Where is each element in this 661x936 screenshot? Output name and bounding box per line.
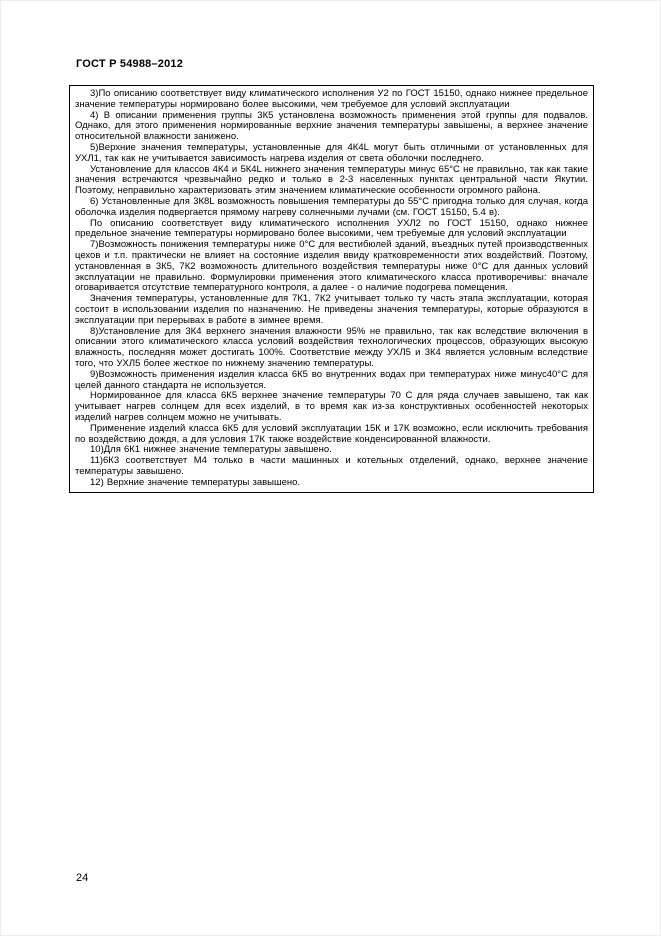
paragraph: По описанию соответствует виду климатического исполнения УХЛ2 по ГОСТ 15150, однако нижнее предельное значение температуры нормировано более высокими, чем требуемые для условий эксплуатации [75,217,588,240]
paragraph: 6) Установленные для 3К8L возможность повышения температуры до 55°С пригодна только для случая, когда оболочка изделия подвергается прямому нагреву солнечными лучами (см. ГОСТ 15150, 5.4 в). [75,195,588,218]
paragraph: 3)По описанию соответствует виду климатического исполнения У2 по ГОСТ 15150, однако нижнее предельное значение температуры нормировано более высокими, чем требуемое для условий эксплуатации [75,88,588,110]
paragraph: 5)Верхние значения температуры, установленные для 4К4L могут быть отличными от установленных для УХЛ1, так как не учитывается зависимость нагрева изделия от света оболочки последнего. [75,141,588,164]
paragraph: 4) В описании применения группы 3К5 установлена возможность применения этой группы для подвалов. Однако, для этого применения нормированные верхние значения температуры завышены, а верхнее значение относительной влажности занижено. [75,109,588,143]
paragraph: 8)Установление для 3К4 верхнего значения влажности 95% не правильно, так как вследствие включения в описании этого климатического класса условий воздействия технологических процессов, образующих высокую влажность, последняя может достигать 100%. Соответствие между УХЛ5 и 3К4 является условным вследствие того, что УХЛ5 более жесткое по нижнему значению температуры. [75,325,588,369]
paragraph: Значения температуры, установленные для 7К1, 7К2 учитывает только ту часть этапа эксплуатации, которая состоит в использовании изделия по назначению. Не приведены значения температуры, которые образуются в эксплуатации при перерывах в работе в зимнее время. [75,293,588,326]
paragraph: 9)Возможность применения изделия класса 6К5 во внутренних водах при температурах ниже минус40°С для целей данного стандарта не используется. [75,368,588,391]
paragraph: 10)Для 6К1 нижнее значение температуры завышено. [90,444,332,456]
document-title: ГОСТ Р 54988–2012 [76,58,184,70]
content-box [69,85,594,493]
paragraph: Установление для классов 4К4 и 5К4L нижнего значения температуры минус 65°С не правильно, так как такие значения встречаются чрезвычайно редко и только в 2-3 населенных пунктах центральной части Якутии. Поэтому, неправильно характеризовать этим значением климатические особенности огромного района. [75,163,588,197]
paragraph: 12) Верхние значение температуры завышено. [90,476,301,488]
paragraph: Применение изделий класса 6К5 для условий эксплуатации 15К и 17К возможно, если исключить требования по воздействию дождя, а для условия 17К также воздействие конденсированной влажности. [75,422,588,445]
page-number: 24 [76,872,89,884]
paragraph: 7)Возможность понижения температуры ниже 0°С для вестибюлей зданий, въездных путей производственных цехов и т.п. практически не влияет на состояние изделия ввиду кратковременности этих воздействий. Поэтому, установленная в 3К5, 7К2 возможность длительного воздействия температуры ниже 0°С для данных условий эксплуатации не правильно. Формулировки применения этого климатического класса противоречивы: вначале оговаривается отсутствие температурного контроля, а далее - о наличие подогрева помещения. [75,239,588,294]
paragraph: 11)6К3 соответствует М4 только в части машинных и котельных отделений, однако, верхнее значение температуры завышено. [75,455,588,477]
paragraph: Нормированное для класса 6К5 верхнее значение температуры 70 С для ряда случаев завышено, так как учитывает нагрев солнцем для всех изделий, в то время как из-за конструктивных особенностей некоторых изделий нагрев солнцем можно не учитывать. [75,390,588,423]
